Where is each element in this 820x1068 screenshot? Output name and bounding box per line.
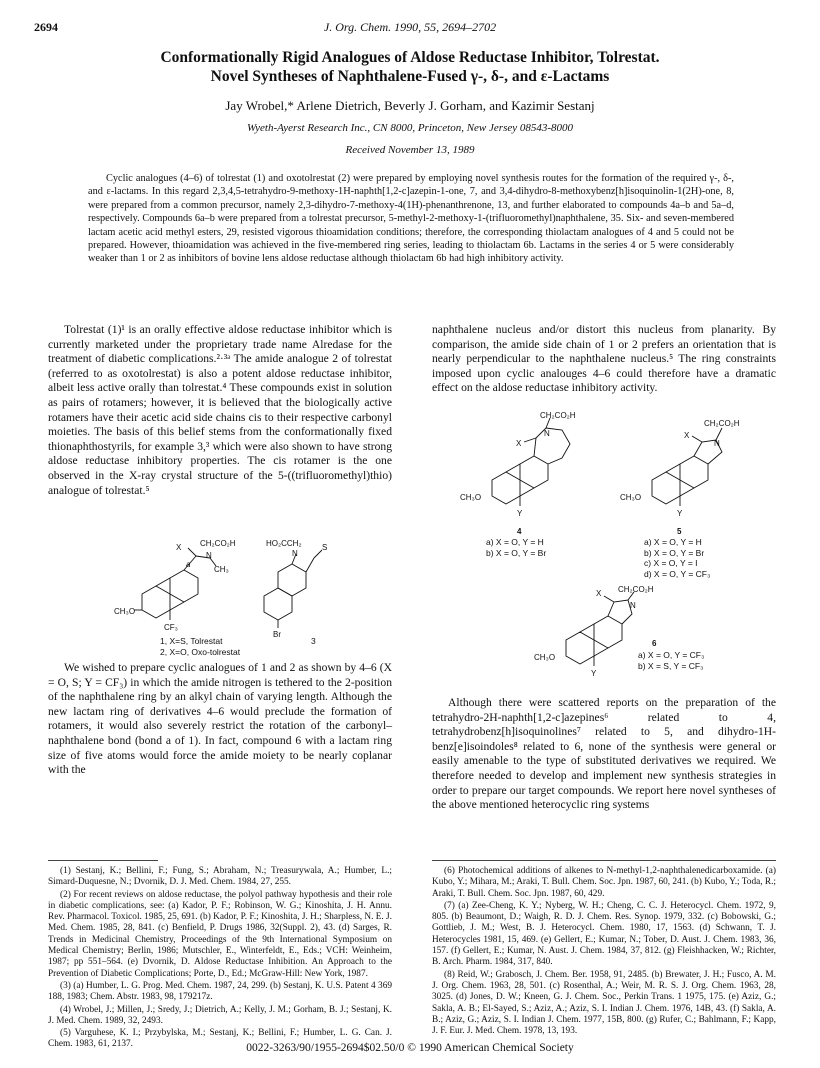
structure-6 — [534, 584, 704, 689]
label-5: 5 — [677, 527, 682, 536]
sidechain-label-3: HO₂CCH₂ — [266, 539, 302, 548]
caption-5d: d) X = O, Y = CF₃ — [644, 568, 711, 579]
footnote-rule-right — [432, 860, 776, 861]
caption-5c: c) X = O, Y = I — [644, 558, 698, 568]
footnotes-right — [432, 866, 776, 1038]
y-label-6: Y — [591, 669, 597, 678]
left-column-continued — [48, 661, 392, 778]
caption-6 — [638, 650, 704, 671]
sidechain-label-4: CH₂CO₂H — [540, 412, 576, 420]
methoxy-label-5: CH₃O — [620, 493, 642, 502]
thio-ring-b — [264, 588, 292, 620]
right-paragraph-2: Although there were scattered reports on the preparation of the tetrahydro-2H-naphth[1,2-c]azepines⁶ related to 4, tetrahydrobenz[h]isoquinolines⁷ related to 5, and dihydro-1H-benz[e]isoindoles⁸ related to 6, none of the synthesis were general or easily amenable to the type of substituted derivatives we required. We therefore needed to develop and implement new synthesis strategies in order to prepare our target compounds. We report here novel syntheses of the above mentioned heterocyclic ring systems — [432, 696, 776, 812]
n-label-3: N — [292, 549, 298, 558]
caption-5b: b) X = O, Y = Br — [644, 547, 705, 558]
isoindole-ring-6 — [608, 600, 632, 624]
caption-tolrestat — [160, 636, 240, 657]
caption-3: 3 — [311, 636, 316, 646]
footnote-2: (2) For recent reviews on aldose reductase, the polyol pathway hypothesis and their role in diabetic complications, see: (a) Kador, P. F.; Robinson, W. G.; Kinoshita, J. H. Annu. Rev. Pharmacol. Toxicol. 1985, 25, 691. (b) Kador, P. F.; Kinoshita, J. H.; Sharpless, N. E. J. Med. Chem. 1985, 28, 841. (c) Benfield, P. Drugs 1986, 32(Suppl. 2), 43. (d) Sarges, R. Trends in Medicinal Chemistry, Proceedings of the 9th International Symposium on Medical Chemistry; Berlin, 1986; Mutschler, E., Winterfeldt, E., Eds.; VCH: Weinheim, 1987; pp 551–564. (e) Dvornik, D. Aldose Reductase Inhibition. An Approach to the Prevention of Diabetic Complications; Porte, D., Ed.; McGraw-Hill: New York, 1987. — [48, 889, 393, 979]
caption-5a: a) X = O, Y = H — [644, 537, 702, 547]
running-header — [34, 20, 786, 36]
sidechain-label-1: CH₂CO₂H — [200, 539, 236, 548]
caption-6b: b) X = S, Y = CF₃ — [638, 660, 704, 671]
cf3-label-1: CF₃ — [164, 623, 178, 632]
structures-4-5 — [458, 412, 778, 542]
x-label-1: X — [176, 543, 182, 552]
right-column-continued — [432, 696, 776, 813]
ring-4b — [492, 472, 520, 504]
caption-5 — [644, 537, 710, 579]
footnote-4: (4) Wrobel, J.; Millen, J.; Sredy, J.; Dietrich, A.; Kelly, J. M.; Gorham, B. J.; Sestanj, K. J. Med. Chem. 1989, 32, 2493. — [48, 1004, 392, 1026]
x-label-6: X — [596, 589, 602, 598]
methoxy-label-6: CH₃O — [534, 653, 556, 662]
thio-ring-a — [278, 564, 306, 596]
n-label-6: N — [630, 601, 636, 610]
ring-6a — [594, 616, 622, 648]
footnote-rule-left — [48, 860, 158, 861]
ring-4a — [520, 456, 548, 488]
author-list: Jay Wrobel,* Arlene Dietrich, Beverly J. Gorham, and Kazimir Sestanj — [225, 98, 595, 113]
x-label-4: X — [516, 439, 522, 448]
footnote-7: (7) (a) Zee-Cheng, K. Y.; Nyberg, W. H.; Cheng, C. C. J. Heterocycl. Chem. 1972, 9, 805. (b) Beaumont, D.; Waigh, R. D. J. Chem. Res. Synop. 1979, 332. (c) Bobowski, G.; Gottlieb, J. M.; West, B. J. Heterocycl. Chem. 1980, 17, 1563. (d) Schwann, T. J. Heterocycles 1981, 15, 469. (e) Gellert, E.; Kumar, N.; Tober, D. Aust. J. Chem. 1983, 36, 157. (f) Gellert, E.; Kumar, N. Aust. J. Chem. 1984, 37, 812. (g) Fleishhacken, W.; Richter, B. Arch. Pharm. 1984, 317, 840. — [432, 900, 776, 968]
label-4: 4 — [517, 527, 522, 536]
footnote-1: (1) Sestanj, K.; Bellini, F.; Fung, S.; Abraham, N.; Treasurywala, A.; Humber, L.; Simard-Duquesne, N.; Dvornik, D. J. Med. Chem. 1984, 27, 255. — [48, 866, 392, 888]
left-paragraph-2: We wished to prepare cyclic analogues of 1 and 2 as shown by 4–6 (X = O, S; Y = CF₃) in which the amide nitrogen is tethered to the 2-position of the naphthalene ring by an alkyl chain of varying length. Although the new lactam ring of derivatives 4–6 would preclude the formation of rotamers, it would also severely restrict the rotation of the carbonyl–naphthalene bond (bond a of 1). In fact, compound 6 with a lactam ring size of five atoms would force the amide moiety to be nearly coplanar with the — [48, 661, 392, 777]
methoxy-label-1: CH₃O — [114, 607, 136, 616]
left-paragraph-1: Tolrestat (1)¹ is an orally effective aldose reductase inhibitor which is currently marketed under the proprietary trade name Alredase for the treatment of diabetic complications.²·³ᵃ The amide analogue 2 of tolrestat (referred to as oxotolrestat) is also a potent aldose reductase inhibitor, albeit less active orally than tolrestat.⁴ These compounds exist in solution as pairs of rotamers; however, it is believed that the biologically active rotamers have their acetic acid side chains cis to their respective carbonyl moieties. The basis of this belief stems from the conformationally fixed thionaphthostyrils, for example 3,³ which were also shown to have strong aldose reductase inhibitory properties. The cis rotamer is the one observed in the X-ray crystal structure of the 5-((trifluoromethyl)thio) analogue of tolrestat.⁵ — [48, 323, 392, 497]
footnote-8: (8) Reid, W.; Grabosch, J. Chem. Ber. 1958, 91, 2485. (b) Brewater, J. H.; Fusco, A. M. J. Org. Chem. 1963, 28, 501. (c) Rosenthal, A.; Weir, M. R. S. J. Org. Chem. 1963, 28, 3025. (d) Jones, D. W.; Kneen, G. J. Chem. Soc., Perkin Trans. 1 1975, 175. (e) Aziz, G.; Sakla, A. B.; El-Sayed, S.; Aziz, A.; Aziz, S. I. Indian J. Chem. 1976, 14B, 43. (f) Sakla, A. B.; Aziz, G.; Aziz, S. I. Indian J. Chem. 1977, 15B, 800. (g) Rufer, C.; Bahlmann, F.; Kapp, J. F. Eur. J. Med. Chem. 1978, 13, 193. — [432, 969, 776, 1037]
methyl-label-1: CH₃ — [214, 565, 229, 574]
journal-citation: J. Org. Chem. 1990, 55, 2694–2702 — [323, 20, 497, 34]
sidechain-label-5: CH₂CO₂H — [704, 419, 740, 428]
copyright-footer: 0022-3263/90/1955-2694$02.50/0 © 1990 American Chemical Society — [246, 1042, 574, 1054]
bond-a-label: a — [186, 560, 191, 569]
y-label-5: Y — [677, 509, 683, 518]
title-line-2: Novel Syntheses of Naphthalene-Fused γ-, δ-, and ε-Lactams — [210, 68, 610, 85]
ring-5a — [680, 456, 708, 488]
naphthalene-ring-b — [142, 586, 170, 618]
n-label-1: N — [206, 551, 212, 560]
naphthalene-ring-a — [170, 570, 198, 602]
caption-6a: a) X = O, Y = CF₃ — [638, 650, 705, 660]
article-title — [50, 48, 770, 86]
caption-2: 2, X=O, Oxo-tolrestat — [160, 646, 241, 657]
caption-4a: a) X = O, Y = H — [486, 537, 544, 547]
received-date: Received November 13, 1989 — [345, 144, 475, 156]
sidechain-label-6: CH₂CO₂H — [618, 585, 654, 594]
caption-4b: b) X = O, Y = Br — [486, 547, 547, 558]
footnotes-left — [48, 866, 392, 1052]
title-line-1: Conformationally Rigid Analogues of Aldose Reductase Inhibitor, Tolrestat. — [160, 49, 660, 66]
footnote-5: (5) Varguhese, K. I.; Przybylska, M.; Sestanj, K.; Bellini, F.; Humber, L. G. Can. J. Chem. 1983, 61, 2137. — [48, 1028, 392, 1050]
caption-4 — [486, 537, 546, 558]
affiliation: Wyeth-Ayerst Research Inc., CN 8000, Princeton, New Jersey 08543-8000 — [246, 122, 574, 134]
y-label-4: Y — [517, 509, 523, 518]
label-6: 6 — [652, 639, 657, 648]
caption-1: 1, X=S, Tolrestat — [160, 636, 223, 646]
x-label-5: X — [684, 431, 690, 440]
abstract: Cyclic analogues (4–6) of tolrestat (1) and oxotolrestat (2) were prepared by employing novel synthesis routes for the formation of the required γ-, δ-, and ε-lactams. In this regard 2,3,4,5-tetrahydro-9-methoxy-1H-naphth[1,2-c]azepin-1-one, 7, and 3,4-dihydro-8-methoxybenz[h]isoquinolin-1(2H)-one, 8, were prepared from a common precursor, namely 2,3-dihydro-7-methoxy-4(1H)-phenanthrenone, 13, and further elaborated to compounds 4a–b and 5a–d, respectively. Compounds 6a–b were prepared from a tolrestat precursor, 5-methyl-2-methoxy-1-(trifluoromethyl)naphthalene, 35. Six- and seven-membered lactam acetic acid methyl esters, 29, resisted vigorous thioamidation conditions; therefore, the corresponding thiolactam analogues of 4 and 5 could not be prepared. However, thioamidation was achieved in the five-membered ring series, leading to thiolactam 6b. Lactams in the series 4 or 5 were considerably weaker than 1 or 2 as inhibitors of bovine lens aldose reductase although thiolactam 6b had high inhibitory activity. — [88, 173, 734, 265]
right-column-intro — [432, 323, 776, 396]
br-label-3: Br — [273, 630, 281, 639]
methoxy-label-4: CH₃O — [460, 493, 482, 502]
ring-6b — [566, 632, 594, 664]
footnote-3: (3) (a) Humber, L. G. Prog. Med. Chem. 1987, 24, 299. (b) Sestanj, K. U.S. Patent 4 369 188, 1983; Chem. Abstr. 1983, 98, 179217z. — [48, 980, 392, 1003]
page-number: 2694 — [34, 20, 58, 34]
footnote-6: (6) Photochemical additions of alkenes to N-methyl-1,2-naphthalenedicarboxamide. (a) Kubo, Y.; Mihara, M.; Araki, T. Bull. Chem. Soc. Jpn. 1987, 60, 241. (b) Kubo, Y.; Toda, R.; Araki, T. Bull. Chem. Soc. Jpn. 1987, 60, 429. — [432, 866, 776, 899]
ring-5b — [652, 472, 680, 504]
n-label-4: N — [544, 429, 550, 438]
left-column-intro — [48, 323, 392, 498]
n-label-5: N — [714, 439, 720, 448]
s-label-3: S — [322, 543, 328, 552]
right-paragraph-1: naphthalene nucleus and/or distort this nucleus from planarity. By comparison, the amide side chain of 1 or 2 prefers an orientation that is nearly perpendicular to the naphthalene nucleus.⁵ The ring constraints imposed upon cyclic analouges 4–6 could therefore have a dramatic effect on the aldose reductase inhibitory activity. — [432, 323, 776, 395]
